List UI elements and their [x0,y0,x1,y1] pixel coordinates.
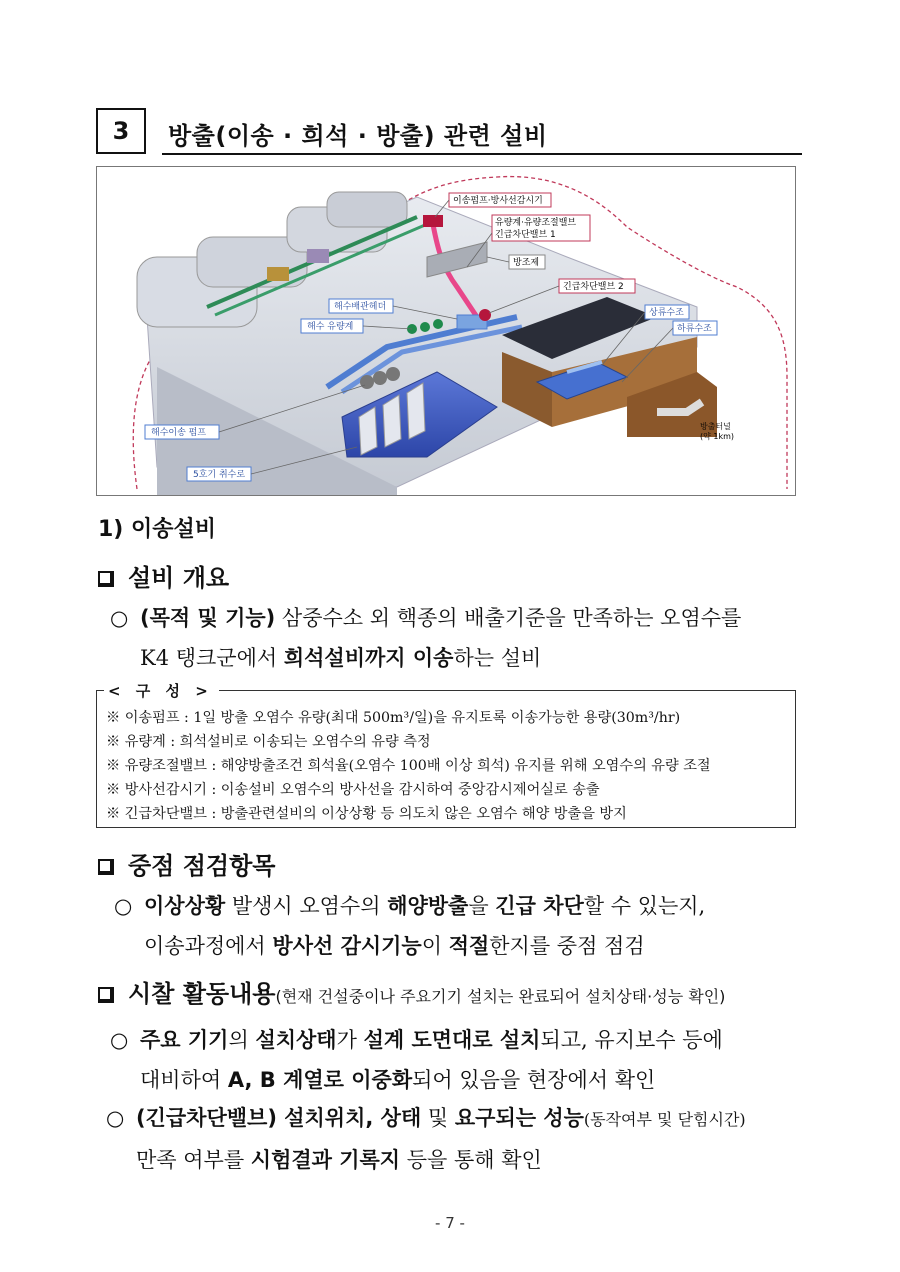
activity-heading [98,974,725,1009]
focus-bold: 긴급 차단 [495,894,584,918]
label-pump-monitor: 이송펌프·방사선감시기 [453,196,543,206]
activity-p1-line-1 [110,1020,723,1060]
transfer-pump [423,215,443,227]
activity-bold: 시험결과 기록지 [250,1148,401,1172]
label-flowmeter-valve: 유량계·유량조절밸브 [495,218,577,228]
activity-heading-note: (현재 건설중이나 주요기기 설치는 완료되어 설치상태·성능 확인) [275,987,726,1006]
focus-bold: 이상상황 [144,894,226,918]
checkbox-bullet-icon [98,859,114,875]
focus-bold: 적절 [448,934,490,958]
activity-text: 되어 있음을 현장에서 확인 [412,1068,656,1092]
component-item: ※ 긴급차단밸브 : 방출관련설비의 이상상황 등 의도치 않은 오염수 해양 방출을 방지 [106,806,627,822]
activity-text: 및 [421,1106,455,1130]
overview-paragraph [110,598,742,678]
label-tunnel: 방출터널 [700,422,731,431]
section-title-underline [162,153,802,155]
checkbox-bullet-icon [98,987,114,1003]
activity-bold: 요구되는 성능 [454,1106,584,1130]
label-intake: 5호기 취수로 [193,470,246,480]
activity-p1-line-2 [140,1060,723,1100]
activity-heading-text: 시찰 활동내용 [128,980,276,1008]
label-seawater-flowmeter: 해수 유량계 [307,322,354,332]
activity-bold: 설치상태 [255,1028,337,1052]
activity-bold: 설계 도면대로 설치 [363,1028,541,1052]
focus-text: 한지를 중점 점검 [489,934,645,958]
overview-line-2 [140,638,741,678]
focus-line-2 [144,926,705,966]
label-seawater-pump: 해수이송 펌프 [151,428,207,438]
overview-line-1 [110,598,742,638]
page-number: - 7 - [435,1214,465,1232]
facility-illustration [97,167,796,496]
activity-text: 대비하여 [140,1068,228,1092]
activity-p2-line-1 [106,1098,746,1140]
activity-paragraph-1 [110,1020,723,1100]
focus-text: 이송과정에서 [144,934,273,958]
component-item: ※ 유량조절밸브 : 해양방출조건 희석율(오염수 100배 이상 희석) 유지를 위해 오염수의 유량 조절 [106,758,711,774]
components-title: < 구 성 > [104,680,219,701]
focus-text: 할 수 있는지, [583,894,706,918]
label-seawater-header: 해수배관헤더 [334,302,387,312]
focus-bold: 방사선 감시기능 [272,934,422,958]
activity-note: (동작여부 및 닫힘시간) [583,1110,746,1129]
section-number: 3 [96,108,146,154]
label-lower-tank: 하류수조 [677,324,712,334]
components-list [106,706,711,826]
activity-bold: 주요 기기 [140,1028,229,1052]
component-item: ※ 유량계 : 희석설비로 이송되는 오염수의 유량 측정 [106,734,431,750]
circle-bullet-icon: ○ [110,606,129,630]
facility-diagram [96,166,796,496]
focus-text: 을 [468,894,496,918]
focus-text: 발생시 오염수의 [225,894,388,918]
activity-text: 되고, 유지보수 등에 [540,1028,723,1052]
section-title: 방출(이송 · 희석 · 방출) 관련 설비 [168,122,548,150]
activity-bold: A, B 계열로 이중화 [227,1068,413,1092]
focus-text: 이 [421,934,449,958]
activity-text: 가 [336,1028,364,1052]
activity-paragraph-2 [106,1098,746,1180]
activity-text: 만족 여부를 [136,1148,251,1172]
focus-heading-text: 중점 점검항목 [128,852,276,880]
overview-heading-text: 설비 개요 [128,564,230,592]
component-item: ※ 방사선감시기 : 이송설비 오염수의 방사선을 감시하여 중앙감시제어실로 송출 [106,782,600,798]
overview-text-2b: 하는 설비 [453,646,542,670]
focus-paragraph [114,886,706,966]
focus-line-1 [114,886,706,926]
label-seawall: 방조제 [513,258,540,268]
overview-heading [98,558,229,593]
label-emergency-valve-1: 긴급차단밸브 1 [495,230,556,240]
label-emergency-valve-2: 긴급차단밸브 2 [563,282,624,292]
subsection-title: 1) 이송설비 [98,517,217,542]
focus-heading [98,846,275,881]
focus-bold: 해양방출 [387,894,469,918]
overview-text-1: 삼중수소 외 핵종의 배출기준을 만족하는 오염수를 [275,606,742,630]
purpose-label: (목적 및 기능) [140,606,276,630]
activity-text: 의 [228,1028,256,1052]
circle-bullet-icon: ○ [106,1106,125,1130]
circle-bullet-icon: ○ [114,894,133,918]
activity-p2-line-2 [136,1140,746,1180]
checkbox-bullet-icon [98,571,114,587]
label-upper-tank: 상류수조 [649,308,684,318]
activity-bold: (긴급차단밸브) 설치위치, 상태 [136,1106,422,1130]
circle-bullet-icon: ○ [110,1028,129,1052]
component-item: ※ 이송펌프 : 1일 방출 오염수 유량(최대 500m³/일)을 유지토록 이송가능한 용량(30m³/hr) [106,710,681,726]
overview-bold-2: 희석설비까지 이송 [283,646,454,670]
activity-text: 등을 통해 확인 [400,1148,542,1172]
overview-text-2a: K4 탱크군에서 [140,646,284,670]
label-tunnel-length: (약 1km) [700,432,735,441]
